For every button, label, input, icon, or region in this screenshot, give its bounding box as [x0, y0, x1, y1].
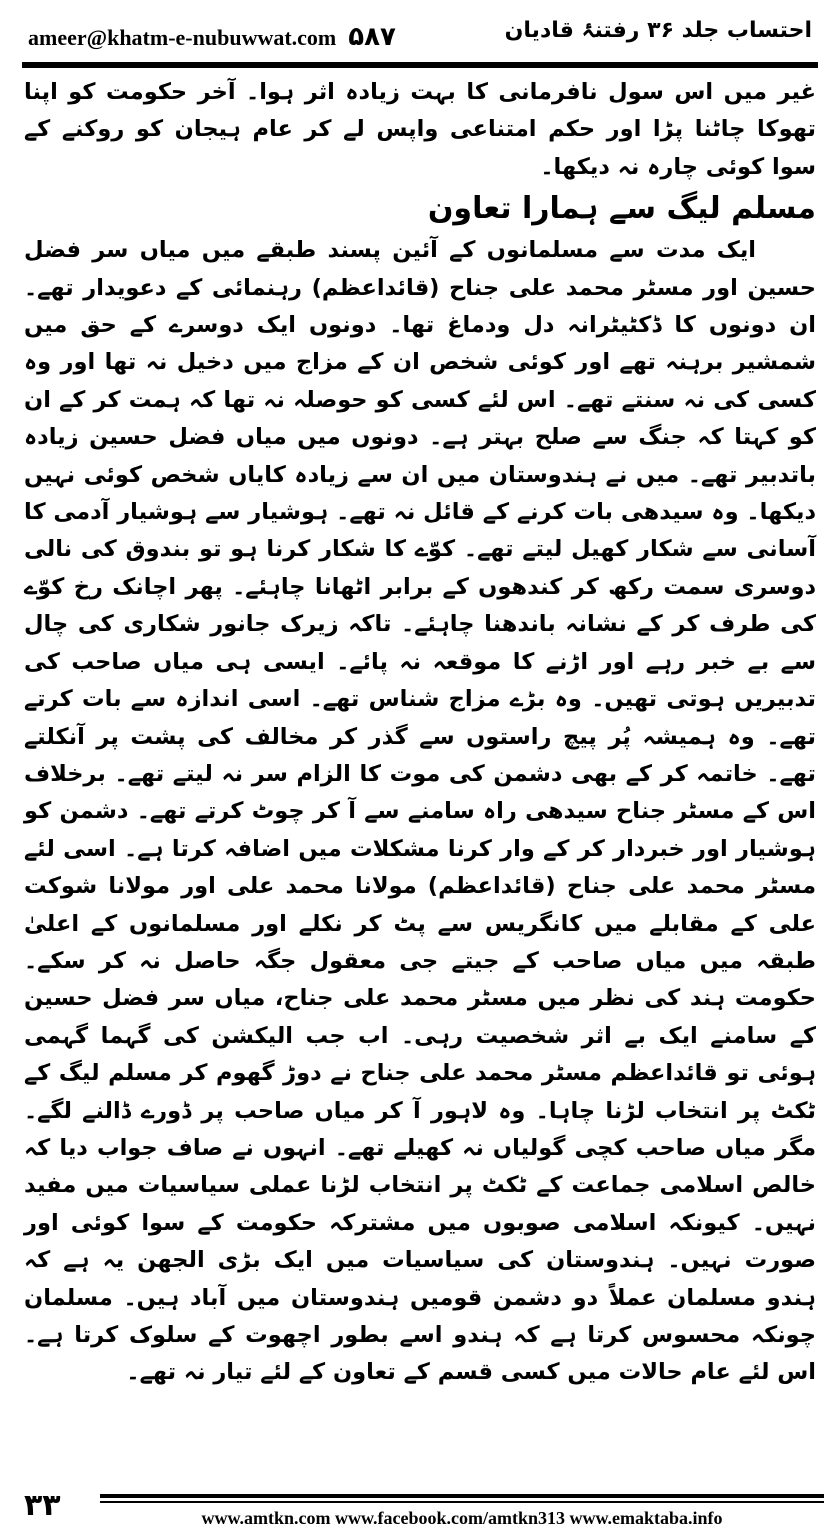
footer-rule-thin [100, 1501, 824, 1503]
header-page-number: ۵۸۷ [348, 22, 396, 52]
footer-rule-thick [100, 1494, 824, 1498]
page-body [24, 74, 816, 1392]
header-left [28, 22, 396, 52]
header-rule [22, 62, 818, 68]
header-email: ameer@khatm-e-nubuwwat.com [28, 25, 337, 50]
footer-links[interactable]: www.amtkn.com www.facebook.com/amtkn313 www.emaktaba.info [201, 1508, 723, 1528]
main-paragraph: ایک مدت سے مسلمانوں کے آئین پسند طبقے میں میاں سر فضل حسین اور مسٹر محمد علی جناح (قائداعظم) رہنمائی کے دعویدار تھے۔ ان دونوں کا ڈکٹیٹرانہ دل ودماغ تھا۔ دونوں ایک دوسرے کے حق میں شمشیر برہنہ تھے اور کوئی شخص ان کے مزاج میں دخیل نہ تھا اور وہ کسی کی نہ سنتے تھے۔ اس لئے کسی کو حوصلہ نہ تھا کہ ہمت کر کے ان کو کہتا کہ جنگ سے صلح بہتر ہے۔ دونوں میں میاں فضل حسین زیادہ باتدبیر تھے۔ میں نے ہندوستان میں ان سے زیادہ کایاں شخص کوئی نہیں دیکھا۔ وہ سیدھی بات کرنے کے قائل نہ تھے۔ ہوشیار سے ہوشیار آدمی کا آسانی سے شکار کھیل لیتے تھے۔ کوّے کا شکار کرنا ہو تو بندوق کی نالی دوسری سمت رکھ کر کندھوں کے برابر اٹھانا چاہئے۔ پھر اچانک رخ کوّے کی طرف کر کے نشانہ باندھنا چاہئے۔ تاکہ زیرک جانور شکاری کی چال سے بے خبر رہے اور اڑنے کا موقعہ نہ پائے۔ ایسی ہی میاں صاحب کی تدبیریں ہوتی تھیں۔ وہ بڑے مزاج شناس تھے۔ اسی اندازہ سے بات کرتے تھے۔ وہ ہمیشہ پُر پیچ راستوں سے گذر کر مخالف کی پشت پر آنکلتے تھے۔ خاتمہ کر کے بھی دشمن کی موت کا الزام سر نہ لیتے تھے۔ برخلاف اس کے مسٹر جناح سیدھی راہ سامنے سے آ کر چوٹ کرتے تھے۔ دشمن کو ہوشیار اور خبردار کر کے وار کرنا مشکلات میں اضافہ کرتا ہے۔ اسی لئے مسٹر محمد علی جناح (قائداعظم) مولانا محمد علی اور مولانا شوکت علی کے مقابلے میں کانگریس سے پٹ کر نکلے اور مسلمانوں کے اعلیٰ طبقہ میں میاں صاحب کے جیتے جی معقول جگہ حاصل نہ کر سکے۔ حکومت ہند کی نظر میں مسٹر محمد علی جناح، میاں سر فضل حسین کے سامنے ایک بے اثر شخصیت رہی۔ اب جب الیکشن کی گہما گہمی ہوئی تو قائداعظم مسٹر محمد علی جناح نے دوڑ گھوم کر مسلم لیگ کے ٹکٹ پر انتخاب لڑنا چاہا۔ وہ لاہور آ کر میاں صاحب پر ڈورے ڈالنے لگے۔ مگر میاں صاحب کچی گولیاں نہ کھیلے تھے۔ انہوں نے صاف جواب دیا کہ خالص اسلامی جماعت کے ٹکٹ پر انتخاب لڑنا عملی سیاسیات میں مفید نہیں۔ کیونکہ اسلامی صوبوں میں مشترکہ حکومت کے سوا کوئی اور صورت نہیں۔ ہندوستان کی سیاسیات میں ایک بڑی الجھن یہ ہے کہ ہندو مسلمان عملاً دو دشمن قومیں ہندوستان میں آباد ہیں۔ مسلمان چونکہ محسوس کرتا ہے کہ ہندو اسے بطور اچھوت کے سلوک کرتا ہے۔ اس لئے عام حالات میں کسی قسم کے تعاون کے لئے تیار نہ تھے۔ [24, 237, 816, 1386]
section-heading: مسلم لیگ سے ہمارا تعاون [427, 191, 816, 227]
header-book-title: احتساب جلد ۳۶ رفتنۂ قادیان [504, 18, 812, 43]
page-header [28, 14, 812, 58]
footer-page-number: ۳۳ [24, 1488, 61, 1523]
intro-paragraph: غیر میں اس سول نافرمانی کا بہت زیادہ اثر ہوا۔ آخر حکومت کو اپنا تھوکا چاٹنا پڑا اور حکم امتناعی واپس لے کر عام ہیجان کو روکنے کے سوا کوئی چارہ نہ دیکھا۔ [24, 79, 816, 180]
page-footer [16, 1488, 824, 1534]
